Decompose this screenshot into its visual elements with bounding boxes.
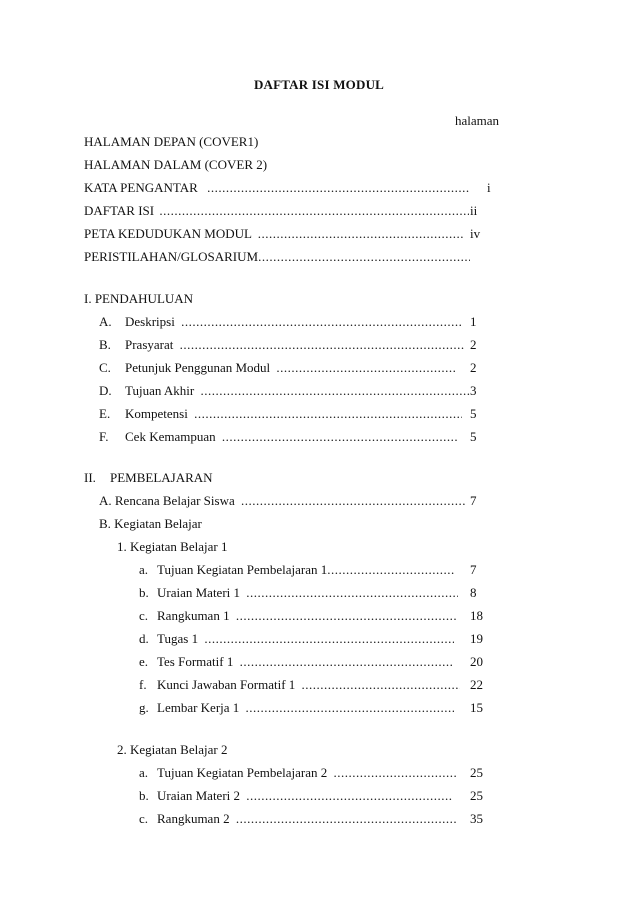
section-number: II. [84, 470, 96, 485]
toc-entry-kompetensi [125, 406, 462, 422]
toc-entry-page: 8 [470, 585, 477, 600]
toc-entry-rangkuman2 [157, 811, 456, 827]
toc-entry-peta-kedudukan [84, 226, 464, 242]
toc-entry-label: HALAMAN DEPAN (COVER1) [84, 134, 259, 149]
section-heading-pembelajaran: PEMBELAJARAN [110, 470, 213, 485]
subsection-heading-kb1: 1. Kegiatan Belajar 1 [117, 539, 228, 554]
dot-leader [236, 811, 456, 827]
toc-entry-letter: c. [139, 608, 149, 623]
toc-entry-page: 7 [470, 562, 477, 577]
toc-entry-cover2 [84, 157, 267, 173]
toc-entry-lembar-kerja1 [157, 700, 454, 716]
dot-leader [246, 788, 452, 804]
page-title: DAFTAR ISI MODUL [253, 77, 385, 92]
toc-entry-tujuan-kp1 [157, 562, 455, 578]
toc-entry-letter: b. [139, 788, 149, 803]
toc-entry-label: Rangkuman 1 [157, 608, 230, 623]
dot-leader [240, 654, 452, 670]
toc-entry-letter: C. [99, 360, 111, 375]
toc-entry-page: 25 [470, 788, 483, 803]
toc-entry-label: PERISTILAHAN/GLOSARIUM [84, 249, 259, 264]
toc-entry-deskripsi [125, 314, 463, 330]
dot-leader [222, 429, 458, 445]
dot-leader [258, 249, 470, 265]
toc-entry-daftar-isi [84, 203, 469, 219]
dot-leader [236, 608, 456, 624]
dot-leader [276, 360, 456, 376]
toc-entry-label: Tujuan Kegiatan Pembelajaran 1 [157, 562, 328, 577]
toc-entry-letter: b. [139, 585, 149, 600]
toc-entry-tes-formatif1 [157, 654, 452, 670]
toc-entry-letter: A. [99, 314, 112, 329]
toc-entry-page: 7 [470, 493, 477, 508]
toc-entry-letter: f. [139, 677, 147, 692]
toc-entry-tujuan-akhir [125, 383, 470, 399]
toc-entry-label: Kompetensi [125, 406, 188, 421]
toc-entry-label: Tugas 1 [157, 631, 199, 646]
dot-leader [194, 406, 462, 422]
toc-entry-page: ii [470, 203, 478, 218]
toc-entry-page: 19 [470, 631, 483, 646]
toc-entry-label: Prasyarat [125, 337, 174, 352]
dot-leader [204, 631, 454, 647]
dot-leader [181, 314, 463, 330]
toc-entry-uraian-materi2 [157, 788, 452, 804]
toc-entry-label: Tes Formatif 1 [157, 654, 234, 669]
toc-entry-letter: a. [139, 765, 149, 780]
toc-entry-label: PETA KEDUDUKAN MODUL [84, 226, 252, 241]
toc-entry-glosarium [84, 249, 470, 265]
toc-entry-label: Petunjuk Penggunan Modul [125, 360, 271, 375]
toc-entry-label: A. Rencana Belajar Siswa [99, 493, 235, 508]
toc-entry-rangkuman1 [157, 608, 456, 624]
toc-entry-page: 25 [470, 765, 483, 780]
toc-entry-page: 15 [470, 700, 483, 715]
toc-entry-letter: B. [99, 337, 111, 352]
dot-leader [334, 765, 458, 781]
toc-entry-page: 5 [470, 406, 477, 421]
toc-entry-kunci-jawaban1 [157, 677, 460, 693]
toc-entry-page: 20 [470, 654, 483, 669]
toc-entry-label: Cek Kemampuan [125, 429, 216, 444]
toc-entry-label: Uraian Materi 2 [157, 788, 241, 803]
toc-entry-tugas1 [157, 631, 454, 647]
toc-entry-label: Tujuan Kegiatan Pembelajaran 2 [157, 765, 328, 780]
toc-entry-page: 22 [470, 677, 483, 692]
toc-entry-label: DAFTAR ISI [84, 203, 155, 218]
dot-leader [241, 493, 465, 509]
toc-entry-rencana-belajar [99, 493, 465, 509]
toc-entry-label: Kunci Jawaban Formatif 1 [157, 677, 296, 692]
toc-entry-label: KATA PENGANTAR [84, 180, 198, 195]
toc-entry-kegiatan-belajar [99, 516, 202, 532]
toc-entry-page: 35 [470, 811, 483, 826]
toc-entry-letter: d. [139, 631, 149, 646]
toc-entry-label: Lembar Kerja 1 [157, 700, 240, 715]
subsection-heading-kb2: 2. Kegiatan Belajar 2 [117, 742, 228, 757]
toc-entry-page: 18 [470, 608, 483, 623]
toc-entry-letter: c. [139, 811, 149, 826]
dot-leader [327, 562, 455, 578]
toc-entry-page: 3 [470, 383, 477, 398]
toc-entry-page: i [487, 180, 491, 195]
toc-entry-label: Uraian Materi 1 [157, 585, 241, 600]
toc-entry-letter: F. [99, 429, 109, 444]
toc-entry-page: 2 [470, 337, 477, 352]
dot-leader [207, 180, 469, 196]
dot-leader [302, 677, 460, 693]
halaman-label: halaman [455, 113, 500, 128]
toc-entry-petunjuk [125, 360, 456, 376]
toc-entry-letter: e. [139, 654, 149, 669]
toc-entry-tujuan-kp2 [157, 765, 458, 781]
toc-entry-label: B. Kegiatan Belajar [99, 516, 202, 531]
toc-entry-label: Rangkuman 2 [157, 811, 230, 826]
toc-entry-page: 1 [470, 314, 477, 329]
section-heading-pendahuluan: I. PENDAHULUAN [84, 291, 194, 306]
dot-leader [246, 585, 458, 601]
toc-entry-letter: a. [139, 562, 149, 577]
dot-leader [246, 700, 454, 716]
toc-entry-label: Deskripsi [125, 314, 175, 329]
toc-entry-letter: D. [99, 383, 112, 398]
toc-entry-cover1 [84, 134, 258, 150]
toc-entry-page: 2 [470, 360, 477, 375]
toc-entry-prasyarat [125, 337, 464, 353]
toc-entry-label: HALAMAN DALAM (COVER 2) [84, 157, 268, 172]
toc-entry-page: iv [470, 226, 481, 241]
toc-entry-letter: g. [139, 700, 149, 715]
toc-entry-cek-kemampuan [125, 429, 458, 445]
toc-entry-label: Tujuan Akhir [125, 383, 195, 398]
toc-entry-page: 5 [470, 429, 477, 444]
toc-entry-uraian-materi1 [157, 585, 458, 601]
dot-leader [159, 203, 469, 219]
dot-leader [180, 337, 464, 353]
dot-leader [258, 226, 464, 242]
toc-entry-kata-pengantar [84, 180, 469, 196]
dot-leader [200, 383, 470, 399]
toc-entry-letter: E. [99, 406, 111, 421]
